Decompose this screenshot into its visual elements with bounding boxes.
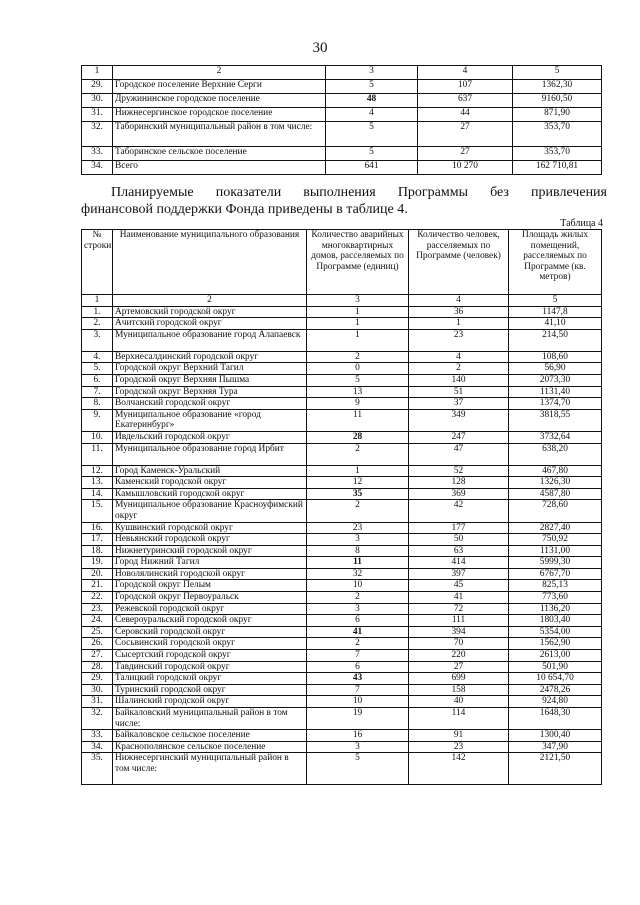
row-number-cell: 9. [82, 409, 113, 431]
houses-cell: 43 [307, 673, 409, 685]
houses-cell: 13 [307, 386, 409, 398]
houses-cell: 1 [307, 465, 409, 477]
houses-cell: 6 [307, 615, 409, 627]
name-cell: Сосьвинский городской округ [113, 638, 307, 650]
body-paragraph [81, 184, 607, 218]
table-row [82, 488, 602, 500]
table-row [82, 603, 602, 615]
area-cell: 750,92 [509, 534, 602, 546]
name-cell: Тавдинский городской округ [113, 661, 307, 673]
row-number-cell: 11. [82, 443, 113, 465]
name-cell: Шалинский городской округ [113, 696, 307, 708]
people-cell: 47 [409, 443, 509, 465]
area-cell: 347,90 [509, 741, 602, 753]
people-cell: 51 [409, 386, 509, 398]
name-cell: Муниципальное образование «город Екатеринбург» [113, 409, 307, 431]
table-row [82, 557, 602, 569]
people-cell: 27 [409, 661, 509, 673]
name-cell: Муниципальное образование Красноуфимский округ [113, 500, 307, 522]
name-cell: Ивдельский городской округ [113, 431, 307, 443]
table-row [82, 122, 602, 147]
area-cell: 2613,00 [509, 650, 602, 662]
table-row [82, 477, 602, 489]
row-number-cell: 25. [82, 626, 113, 638]
houses-cell: 28 [307, 431, 409, 443]
name-cell: Североуральский городской округ [113, 615, 307, 627]
area-cell: 9160,50 [513, 94, 602, 108]
paragraph-line: финансовой поддержки Фонда приведены в таблице 4. [81, 202, 408, 217]
name-cell: Волчанский городской округ [113, 398, 307, 410]
table-row [82, 708, 602, 730]
area-cell: 1648,30 [509, 708, 602, 730]
people-cell: 140 [409, 374, 509, 386]
table-4-number-row [82, 295, 602, 307]
houses-cell: 5 [326, 147, 418, 161]
row-number-cell: 26. [82, 638, 113, 650]
houses-cell: 0 [307, 363, 409, 375]
houses-cell: 3 [307, 534, 409, 546]
area-cell: 728,60 [509, 500, 602, 522]
name-cell: Всего [113, 161, 326, 175]
name-cell: Байкаловский муниципальный район в том числе: [113, 708, 307, 730]
houses-cell: 41 [307, 626, 409, 638]
people-cell: 369 [409, 488, 509, 500]
table-row [82, 534, 602, 546]
table-row [82, 673, 602, 685]
name-cell: Нижнесергинское городское поселение [113, 108, 326, 122]
column-header: Площадь жилых помещений, расселяемых по Программе (кв. метров) [509, 230, 602, 295]
name-cell: Камышловский городской округ [113, 488, 307, 500]
table-row [82, 306, 602, 318]
people-cell: 114 [409, 708, 509, 730]
people-cell: 27 [418, 122, 513, 147]
name-cell: Городское поселение Верхние Серги [113, 80, 326, 94]
row-number-cell: 31. [82, 696, 113, 708]
people-cell: 36 [409, 306, 509, 318]
people-cell: 2 [409, 363, 509, 375]
name-cell: Таборинское сельское поселение [113, 147, 326, 161]
area-cell: 871,90 [513, 108, 602, 122]
name-cell: Серовский городской округ [113, 626, 307, 638]
people-cell: 177 [409, 522, 509, 534]
people-cell: 52 [409, 465, 509, 477]
number-cell: 3 [307, 295, 409, 307]
table-row [82, 94, 602, 108]
table-row [82, 522, 602, 534]
row-number-cell: 32. [82, 708, 113, 730]
area-cell: 56,90 [509, 363, 602, 375]
row-number-cell: 7. [82, 386, 113, 398]
area-cell: 5999,30 [509, 557, 602, 569]
name-cell: Городской округ Пелым [113, 580, 307, 592]
houses-cell: 3 [307, 741, 409, 753]
name-cell: Городской округ Верхний Тагил [113, 363, 307, 375]
table-row [82, 650, 602, 662]
area-cell: 1131,40 [509, 386, 602, 398]
area-cell: 1562,90 [509, 638, 602, 650]
area-cell: 10 654,70 [509, 673, 602, 685]
previous-table-body [82, 66, 602, 175]
people-cell: 23 [409, 329, 509, 351]
people-cell: 1 [409, 318, 509, 330]
houses-cell: 32 [307, 568, 409, 580]
people-cell: 10 270 [418, 161, 513, 175]
people-cell: 42 [409, 500, 509, 522]
row-number-cell: 19. [82, 557, 113, 569]
previous-table-number-row [82, 66, 602, 80]
table-4-header-row [82, 230, 602, 295]
column-header: Количество человек, расселяемых по Программе (человек) [409, 230, 509, 295]
row-number-cell: 5. [82, 363, 113, 375]
area-cell: 1803,40 [509, 615, 602, 627]
row-number-cell: 2. [82, 318, 113, 330]
name-cell: Муниципальное образование город Алапаевск [113, 329, 307, 351]
column-header: № строки [82, 230, 113, 295]
houses-cell: 2 [307, 351, 409, 363]
houses-cell: 5 [326, 80, 418, 94]
row-number-cell: 27. [82, 650, 113, 662]
name-cell: Ачитский городской округ [113, 318, 307, 330]
row-number-cell: 34. [82, 741, 113, 753]
table-row [82, 545, 602, 557]
people-cell: 128 [409, 477, 509, 489]
houses-cell: 19 [307, 708, 409, 730]
row-number-cell: 21. [82, 580, 113, 592]
people-cell: 44 [418, 108, 513, 122]
area-cell: 1300,40 [509, 730, 602, 742]
name-cell: Новолялинский городской округ [113, 568, 307, 580]
area-cell: 1374,70 [509, 398, 602, 410]
people-cell: 111 [409, 615, 509, 627]
row-number-cell: 33. [82, 147, 113, 161]
name-cell: Байкаловское сельское поселение [113, 730, 307, 742]
people-cell: 414 [409, 557, 509, 569]
row-number-cell: 29. [82, 673, 113, 685]
people-cell: 394 [409, 626, 509, 638]
table-4-body [82, 295, 602, 785]
houses-cell: 16 [307, 730, 409, 742]
name-cell: Каменский городской округ [113, 477, 307, 489]
table-row [82, 568, 602, 580]
area-cell: 214,50 [509, 329, 602, 351]
houses-cell: 1 [307, 306, 409, 318]
table-row [82, 592, 602, 604]
table-row [82, 661, 602, 673]
table-row [82, 398, 602, 410]
people-cell: 23 [409, 741, 509, 753]
people-cell: 63 [409, 545, 509, 557]
houses-cell: 1 [307, 329, 409, 351]
people-cell: 41 [409, 592, 509, 604]
people-cell: 27 [418, 147, 513, 161]
row-number-cell: 24. [82, 615, 113, 627]
houses-cell: 5 [326, 122, 418, 147]
row-number-cell: 13. [82, 477, 113, 489]
houses-cell: 11 [307, 557, 409, 569]
row-number-cell: 29. [82, 80, 113, 94]
table-row [82, 638, 602, 650]
name-cell: Город Нижний Тагил [113, 557, 307, 569]
houses-cell: 4 [326, 108, 418, 122]
area-cell: 1147,8 [509, 306, 602, 318]
table-row [82, 626, 602, 638]
number-cell: 5 [509, 295, 602, 307]
table-row [82, 351, 602, 363]
table-row [82, 409, 602, 431]
header-cell: 5 [513, 66, 602, 80]
area-cell: 353,70 [513, 122, 602, 147]
name-cell: Городской округ Первоуральск [113, 592, 307, 604]
area-cell: 3818,55 [509, 409, 602, 431]
table-row [82, 329, 602, 351]
houses-cell: 7 [307, 684, 409, 696]
houses-cell: 12 [307, 477, 409, 489]
table-row [82, 318, 602, 330]
people-cell: 397 [409, 568, 509, 580]
area-cell: 1362,30 [513, 80, 602, 94]
table-row [82, 363, 602, 375]
table-row [82, 500, 602, 522]
number-cell: 1 [82, 295, 113, 307]
row-number-cell: 30. [82, 94, 113, 108]
table-row [82, 465, 602, 477]
area-cell: 924,80 [509, 696, 602, 708]
row-number-cell: 16. [82, 522, 113, 534]
table-row [82, 108, 602, 122]
area-cell: 2478,26 [509, 684, 602, 696]
area-cell: 825,13 [509, 580, 602, 592]
row-number-cell: 12. [82, 465, 113, 477]
row-number-cell: 18. [82, 545, 113, 557]
area-cell: 4587,80 [509, 488, 602, 500]
houses-cell: 7 [307, 650, 409, 662]
row-number-cell: 22. [82, 592, 113, 604]
people-cell: 40 [409, 696, 509, 708]
header-cell: 2 [113, 66, 326, 80]
houses-cell: 2 [307, 500, 409, 522]
area-cell: 41,10 [509, 318, 602, 330]
table-row [82, 374, 602, 386]
table-row [82, 386, 602, 398]
houses-cell: 1 [307, 318, 409, 330]
table-caption: Таблица 4 [560, 218, 603, 229]
name-cell: Нижнесергинский муниципальный район в том числе: [113, 753, 307, 785]
houses-cell: 5 [307, 753, 409, 785]
name-cell: Талицкий городской округ [113, 673, 307, 685]
houses-cell: 2 [307, 592, 409, 604]
row-number-cell: 34. [82, 161, 113, 175]
column-header: Наименование муниципального образования [113, 230, 307, 295]
row-number-cell: 8. [82, 398, 113, 410]
people-cell: 107 [418, 80, 513, 94]
name-cell: Нижнетуринский городской округ [113, 545, 307, 557]
column-header: Количество аварийных многоквартирных домов, расселяемых по Программе (единиц) [307, 230, 409, 295]
area-cell: 638,20 [509, 443, 602, 465]
houses-cell: 641 [326, 161, 418, 175]
area-cell: 5354,00 [509, 626, 602, 638]
row-number-cell: 17. [82, 534, 113, 546]
row-number-cell: 15. [82, 500, 113, 522]
area-cell: 467,80 [509, 465, 602, 477]
row-number-cell: 23. [82, 603, 113, 615]
area-cell: 1136,20 [509, 603, 602, 615]
table-row [82, 580, 602, 592]
area-cell: 1131,00 [509, 545, 602, 557]
people-cell: 637 [418, 94, 513, 108]
houses-cell: 8 [307, 545, 409, 557]
table-row [82, 730, 602, 742]
houses-cell: 9 [307, 398, 409, 410]
header-cell: 1 [82, 66, 113, 80]
number-cell: 4 [409, 295, 509, 307]
houses-cell: 48 [326, 94, 418, 108]
row-number-cell: 33. [82, 730, 113, 742]
people-cell: 247 [409, 431, 509, 443]
people-cell: 37 [409, 398, 509, 410]
name-cell: Краснополянское сельское поселение [113, 741, 307, 753]
people-cell: 699 [409, 673, 509, 685]
table-row [82, 80, 602, 94]
row-number-cell: 32. [82, 122, 113, 147]
houses-cell: 2 [307, 443, 409, 465]
people-cell: 220 [409, 650, 509, 662]
houses-cell: 5 [307, 374, 409, 386]
header-cell: 3 [326, 66, 418, 80]
name-cell: Город Каменск-Уральский [113, 465, 307, 477]
houses-cell: 6 [307, 661, 409, 673]
table-row [82, 443, 602, 465]
paragraph-line: Планируемые показатели выполнения Программы без привлечения [111, 185, 607, 200]
area-cell: 6767,70 [509, 568, 602, 580]
houses-cell: 10 [307, 696, 409, 708]
table-row [82, 431, 602, 443]
row-number-cell: 6. [82, 374, 113, 386]
people-cell: 50 [409, 534, 509, 546]
name-cell: Режевской городской округ [113, 603, 307, 615]
name-cell: Городской округ Верхняя Тура [113, 386, 307, 398]
area-cell: 108,60 [509, 351, 602, 363]
people-cell: 142 [409, 753, 509, 785]
houses-cell: 3 [307, 603, 409, 615]
area-cell: 1326,30 [509, 477, 602, 489]
houses-cell: 2 [307, 638, 409, 650]
houses-cell: 23 [307, 522, 409, 534]
people-cell: 70 [409, 638, 509, 650]
people-cell: 4 [409, 351, 509, 363]
area-cell: 2073,30 [509, 374, 602, 386]
table-row [82, 615, 602, 627]
name-cell: Кушвинский городской округ [113, 522, 307, 534]
row-number-cell: 28. [82, 661, 113, 673]
houses-cell: 35 [307, 488, 409, 500]
table-row [82, 696, 602, 708]
table-row [82, 147, 602, 161]
area-cell: 162 710,81 [513, 161, 602, 175]
row-number-cell: 31. [82, 108, 113, 122]
row-number-cell: 1. [82, 306, 113, 318]
area-cell: 2121,50 [509, 753, 602, 785]
table-4 [81, 229, 602, 785]
row-number-cell: 20. [82, 568, 113, 580]
people-cell: 45 [409, 580, 509, 592]
row-number-cell: 3. [82, 329, 113, 351]
area-cell: 773,60 [509, 592, 602, 604]
area-cell: 3732,64 [509, 431, 602, 443]
name-cell: Таборинский муниципальный район в том числе: [113, 122, 326, 147]
people-cell: 91 [409, 730, 509, 742]
area-cell: 501,90 [509, 661, 602, 673]
people-cell: 158 [409, 684, 509, 696]
people-cell: 349 [409, 409, 509, 431]
row-number-cell: 14. [82, 488, 113, 500]
name-cell: Туринский городской округ [113, 684, 307, 696]
row-number-cell: 35. [82, 753, 113, 785]
header-cell: 4 [418, 66, 513, 80]
name-cell: Муниципальное образование город Ирбит [113, 443, 307, 465]
name-cell: Городской округ Верхняя Пышма [113, 374, 307, 386]
area-cell: 2827,40 [509, 522, 602, 534]
name-cell: Артемовский городской округ [113, 306, 307, 318]
name-cell: Сысертский городской округ [113, 650, 307, 662]
name-cell: Невьянский городской округ [113, 534, 307, 546]
people-cell: 72 [409, 603, 509, 615]
page-number: 30 [312, 40, 328, 56]
table-row [82, 753, 602, 785]
row-number-cell: 10. [82, 431, 113, 443]
table-row [82, 161, 602, 175]
name-cell: Дружининское городское поселение [113, 94, 326, 108]
houses-cell: 11 [307, 409, 409, 431]
number-cell: 2 [113, 295, 307, 307]
previous-table [81, 65, 602, 175]
row-number-cell: 30. [82, 684, 113, 696]
table-row [82, 741, 602, 753]
table-row [82, 684, 602, 696]
name-cell: Верхнесалдинский городской округ [113, 351, 307, 363]
row-number-cell: 4. [82, 351, 113, 363]
area-cell: 353,70 [513, 147, 602, 161]
houses-cell: 10 [307, 580, 409, 592]
